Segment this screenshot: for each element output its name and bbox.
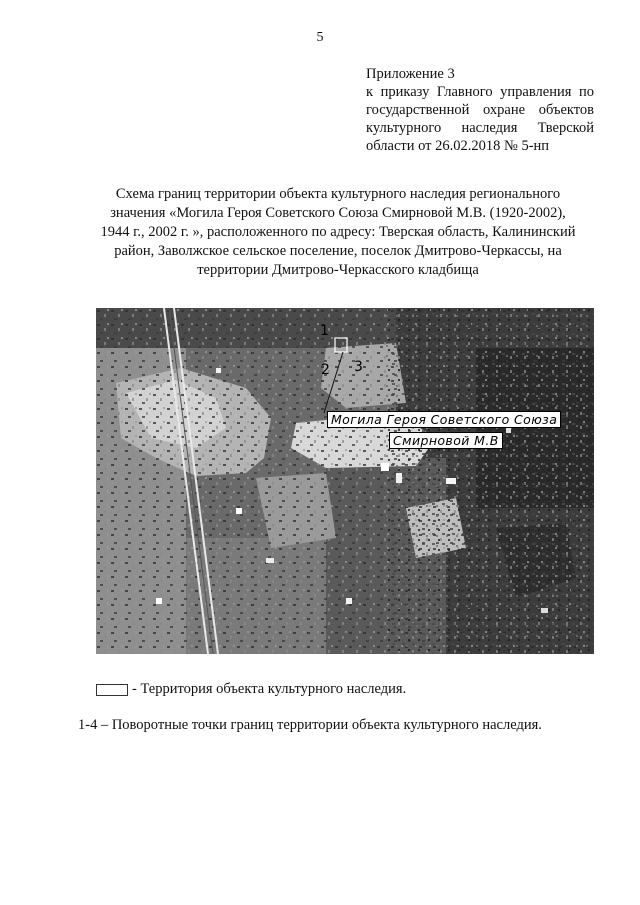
appendix-line: культурного наследия Тверской — [366, 120, 594, 136]
boundary-point-2: 2 — [321, 362, 330, 378]
title-line: Схема границ территории объекта культурного наследия регионального — [115, 186, 561, 202]
title-line: значения «Могила Героя Советского Союза Смирновой М.В. (1920-2002), — [110, 205, 566, 221]
appendix-line: Приложение 3 — [366, 66, 455, 82]
satellite-map — [96, 308, 594, 654]
grave-label-line2: Смирновой М.В — [389, 432, 503, 449]
appendix-line: к приказу Главного управления по — [366, 84, 594, 100]
boundary-point-1: 1 — [320, 323, 329, 339]
grave-label-line1: Могила Героя Советского Союза — [327, 411, 561, 428]
title-line: 1944 г., 2002 г. », расположенного по адресу: Тверская область, Калининский — [100, 224, 576, 240]
points-note: 1-4 – Поворотные точки границ территории объекта культурного наследия. — [78, 717, 542, 733]
page-number: 5 — [316, 30, 324, 45]
boundary-point-3: 3 — [354, 359, 363, 375]
appendix-line: области от 26.02.2018 № 5-нп — [366, 138, 550, 154]
legend — [96, 681, 406, 698]
appendix-line: государственной охране объектов — [366, 102, 594, 118]
title-line: район, Заволжское сельское поселение, поселок Дмитрово-Черкассы, на — [114, 243, 562, 259]
legend-text: - Территория объекта культурного наследия. — [132, 681, 407, 697]
title-line: территории Дмитрово-Черкасского кладбища — [197, 262, 479, 278]
appendix-header — [366, 65, 594, 155]
satellite-image — [96, 308, 594, 654]
legend-boundary-swatch — [96, 684, 128, 696]
document-title — [80, 185, 596, 280]
